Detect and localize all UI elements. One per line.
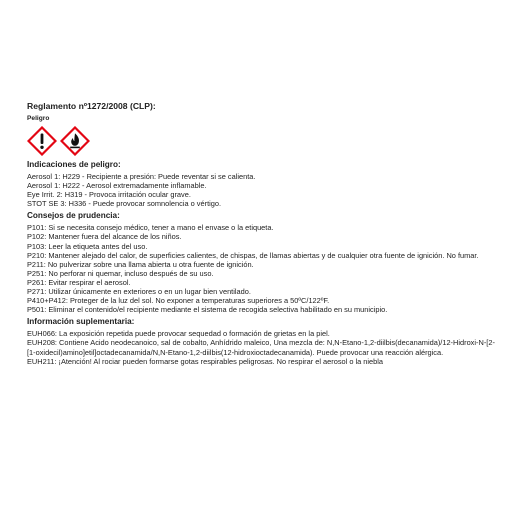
precautionary-statements-heading: Consejos de prudencia: — [27, 211, 120, 221]
list-item: P261: Evitar respirar el aerosol. — [27, 277, 131, 287]
hazard-statements-list — [27, 172, 497, 208]
list-item: P103: Leer la etiqueta antes del uso. — [27, 241, 148, 251]
list-item: P210: Mantener alejado del calor, de superficies calientes, de chispas, de llamas abiertas y de cualquier otra fuente de ignición. No fumar. — [27, 250, 479, 260]
exclamation-mark-icon — [27, 126, 57, 156]
list-item: EUH211: ¡Atención! Al rociar pueden formarse gotas respirables peligrosas. No respirar el aerosol o la niebla — [27, 356, 384, 366]
list-item: Eye Irrit. 2: H319 - Provoca irritación ocular grave. — [27, 190, 191, 200]
list-item: P410+P412: Proteger de la luz del sol. No exponer a temperaturas superiores a 50ºC/122ºF. — [27, 296, 330, 306]
list-item: P101: Si se necesita consejo médico, tener a mano el envase o la etiqueta. — [27, 223, 274, 233]
list-item: P211: No pulverizar sobre una llama abierta u otra fuente de ignición. — [27, 259, 254, 269]
supplementary-information-heading: Información suplementaria: — [27, 317, 135, 327]
flame-icon — [60, 126, 90, 156]
signal-word: Peligro — [27, 115, 50, 122]
hazard-statements-heading: Indicaciones de peligro: — [27, 160, 121, 169]
ghs-pictograms — [27, 126, 497, 156]
list-item: Aerosol 1: H222 - Aerosol extremadamente inflamable. — [27, 181, 207, 191]
list-item: STOT SE 3: H336 - Puede provocar somnolencia o vértigo. — [27, 199, 222, 209]
list-item: EUH066: La exposición repetida puede provocar sequedad o formación de grietas en la piel. — [27, 329, 330, 339]
list-item: P501: Eliminar el contenido/el recipiente mediante el sistema de recogida selectiva habilitado en su municipio. — [27, 305, 388, 315]
clp-label-document — [27, 101, 497, 366]
precautionary-statements-list — [27, 223, 497, 314]
list-item: P251: No perforar ni quemar, incluso después de su uso. — [27, 268, 214, 278]
list-item: EUH208: Contiene Acido neodecanoico, sal de cobalto, Anhídrido maleico, Una mezcla de: N,N-Etano-1,2-diilbis(decanamida)/12-Hidroxi-N-[2-[1-oxidecil)amino]etil]octadecanamida/N,N-Etano-1,2-diilbis(12-hidroxioctadecanamida). Puede provocar una reacción alérgica. — [27, 338, 495, 357]
list-item: Aerosol 1: H229 - Recipiente a presión: Puede reventar si se calienta. — [27, 172, 256, 181]
regulation-title: Reglamento nº1272/2008 (CLP): — [27, 101, 156, 111]
list-item: P271: Utilizar únicamente en exteriores o en un lugar bien ventilado. — [27, 287, 251, 297]
supplementary-information-list — [27, 329, 497, 365]
list-item: P102: Mantener fuera del alcance de los niños. — [27, 232, 182, 242]
